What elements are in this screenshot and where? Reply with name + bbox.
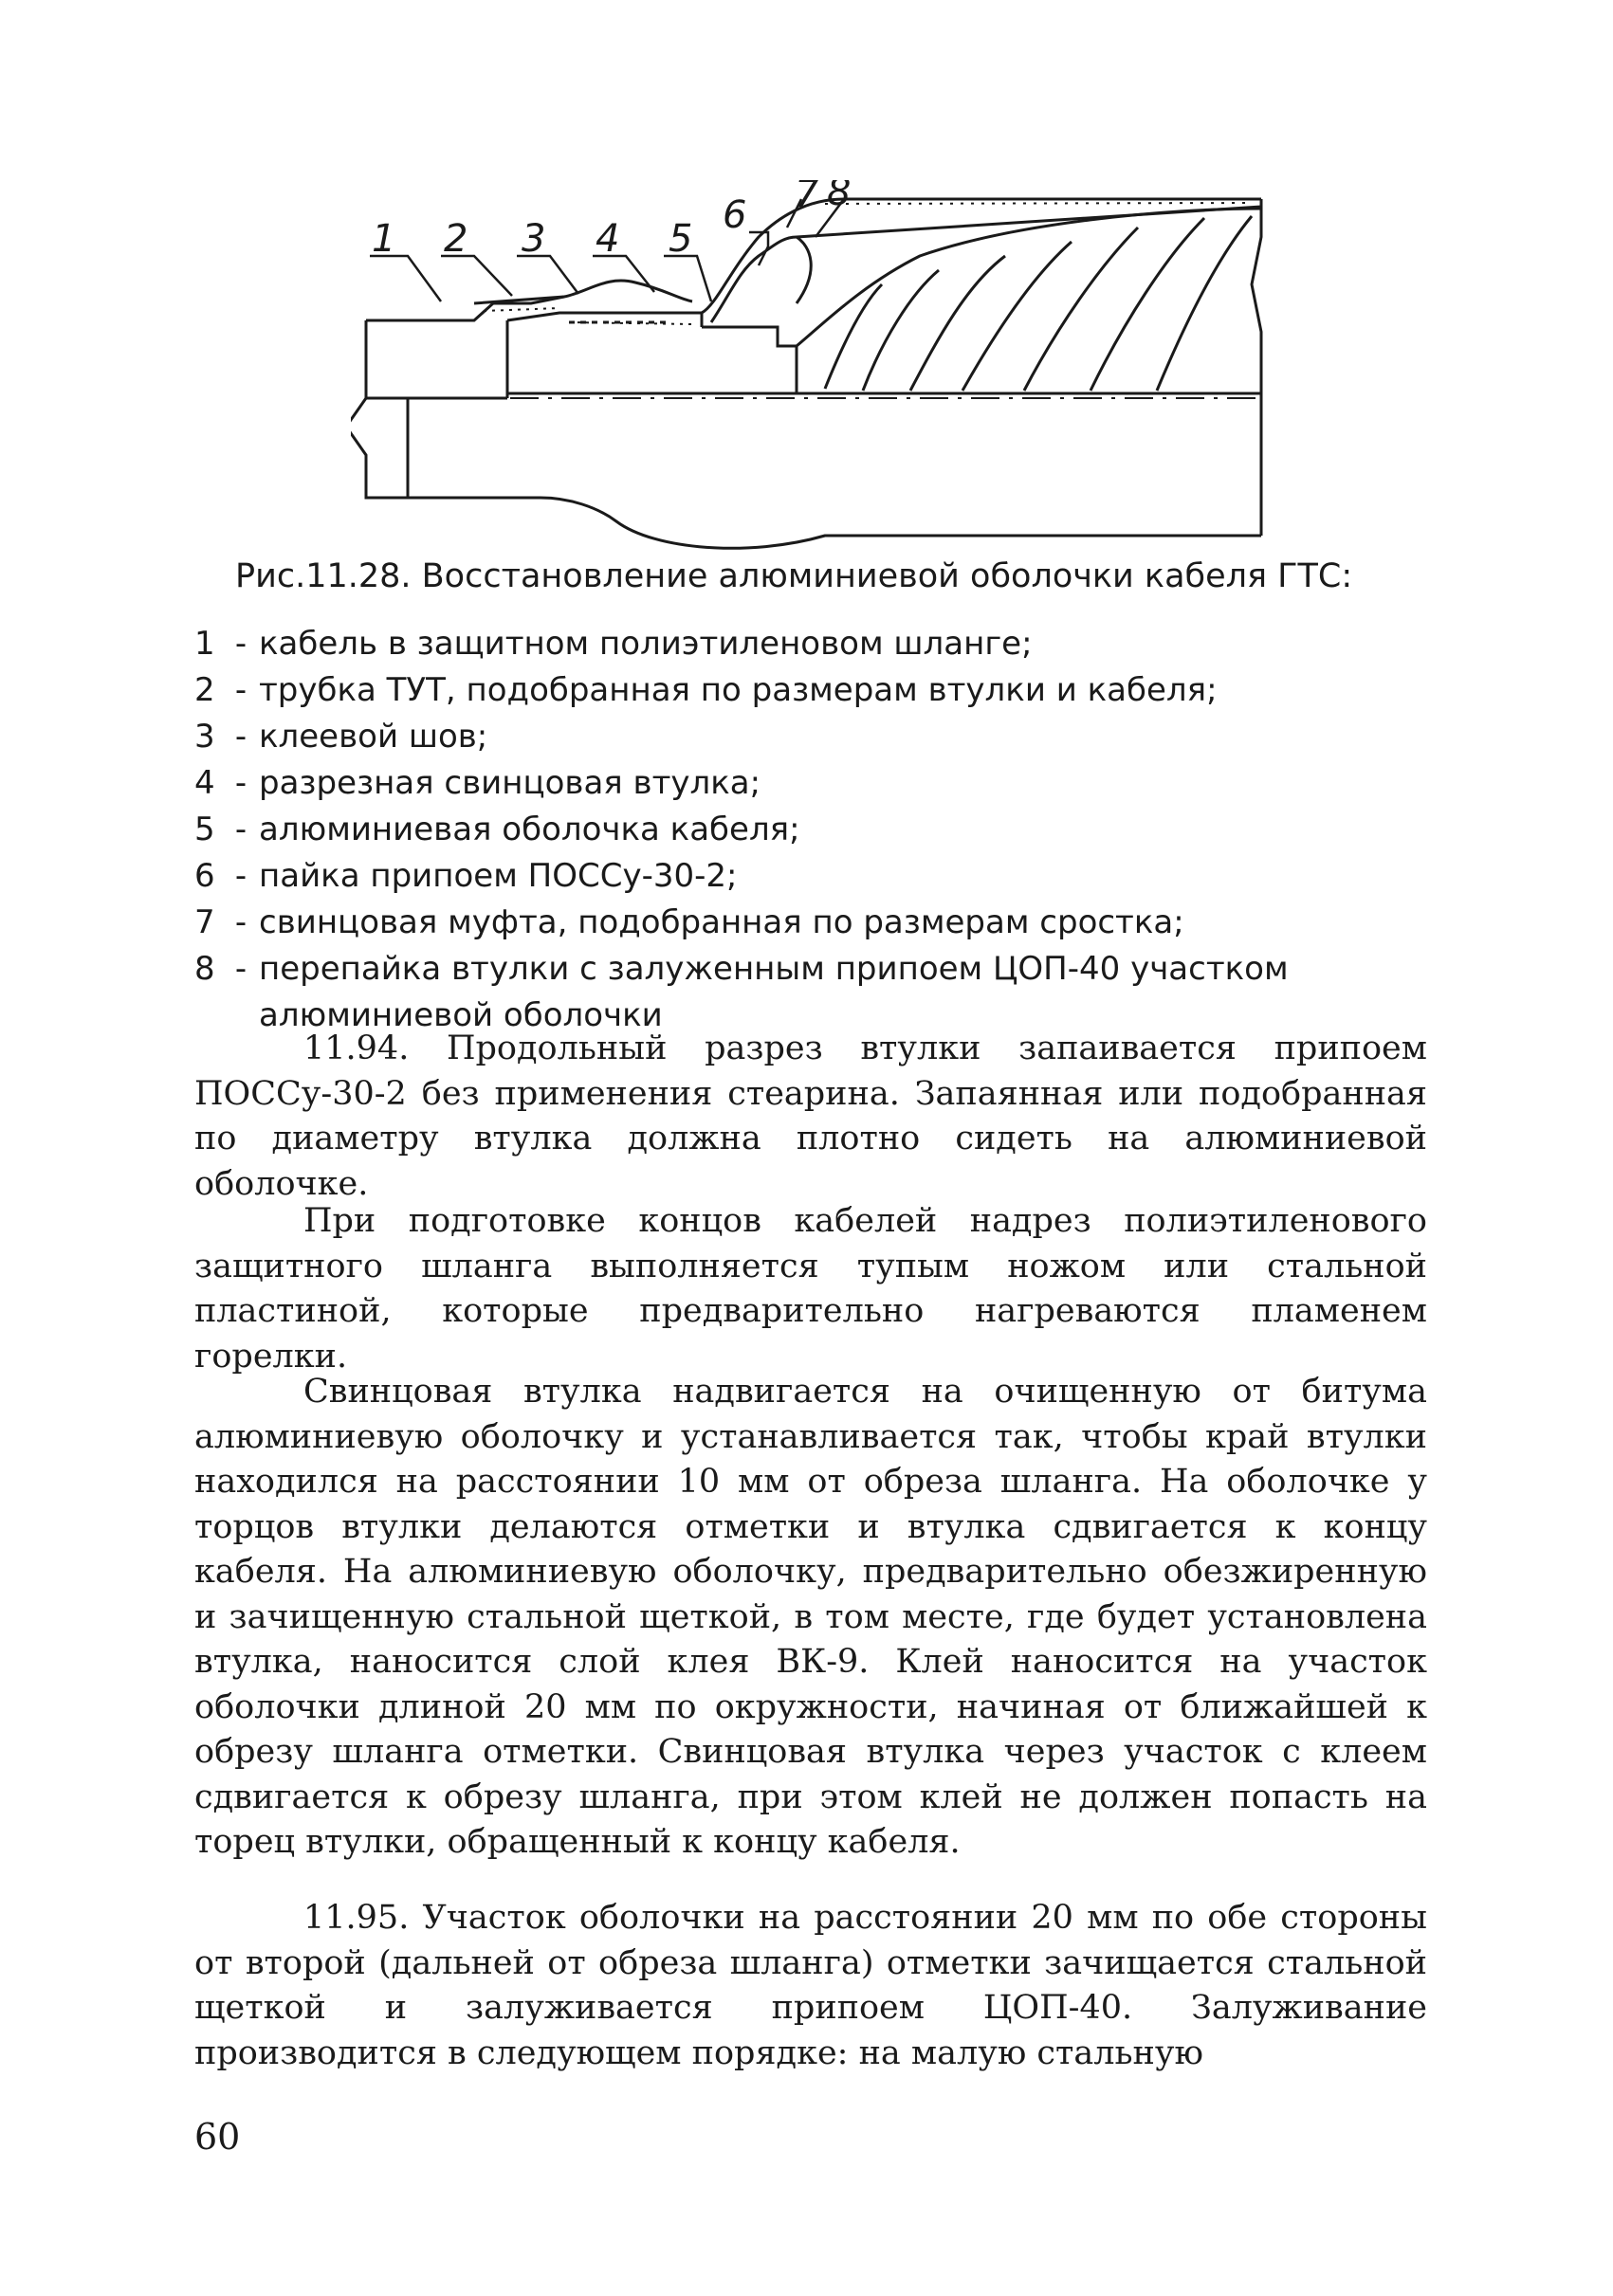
legend-dash: - xyxy=(234,903,247,941)
legend-number: 7 xyxy=(194,903,215,941)
figure-label-5: 5 xyxy=(669,217,693,261)
figure-legend xyxy=(194,621,1397,1039)
paragraph-hose-cut xyxy=(194,1199,1427,1379)
legend-dash: - xyxy=(234,625,247,663)
paragraph-text: 11.95. Участок оболочки на расстоянии 20 мм по обе стороны от второй (дальней от обреза шланга) отметки зачищается стальной щеткой и залуживается припоем ЦОП-40. Залуживание производится в следующем порядке: на малую стальную xyxy=(194,1899,1427,2072)
cable-cross-section-drawing xyxy=(351,180,1271,559)
paragraph-11-94 xyxy=(194,1027,1427,1207)
legend-text: перепайка втулки с залуженным припоем ЦОП-40 участком xyxy=(259,950,1289,988)
legend-item xyxy=(194,621,1397,667)
paragraph-text: Свинцовая втулка надвигается на очищенную от битума алюминиевую оболочку и устанавливается так, чтобы край втулки находился на расстоянии 10 мм от обреза шланга. На оболочке у торцов втулки делаются отметки и втулка сдвигается к концу кабеля. На алюминиевую оболочку, предварительно обезжиренную и зачищенную стальной щеткой, в том месте, где будет установлена втулка, наносится слой клея ВК-9. Клей наносится на участок оболочки длиной 20 мм по окружности, начиная от ближайшей к обрезу шланга отметки. Свинцовая втулка через участок с клеем сдвигается к обрезу шланга, при этом клей не должен попасть на торец втулки, обращенный к концу кабеля. xyxy=(194,1373,1427,1861)
legend-text: клеевой шов; xyxy=(259,718,488,756)
figure-caption: Рис.11.28. Восстановление алюминиевой оболочки кабеля ГТС: xyxy=(235,557,1353,595)
legend-item xyxy=(194,946,1397,1039)
legend-text: алюминиевая оболочка кабеля; xyxy=(259,811,800,848)
legend-item xyxy=(194,900,1397,946)
legend-number: 2 xyxy=(194,671,215,709)
legend-text-multiline xyxy=(259,946,1397,1039)
figure-label-2: 2 xyxy=(444,217,468,261)
figure-label-4: 4 xyxy=(596,217,620,261)
legend-number: 3 xyxy=(194,718,215,756)
legend-text-continuation: алюминиевой оболочки xyxy=(259,996,663,1034)
legend-text: кабель в защитном полиэтиленовом шланге; xyxy=(259,625,1033,663)
paragraph-text: 11.94. Продольный разрез втулки запаивается припоем ПОССу-30-2 без применения стеарина. Запаянная или подобранная по диаметру втулка должна плотно сидеть на алюминиевой оболочке. xyxy=(194,1030,1427,1203)
legend-item xyxy=(194,853,1397,900)
legend-dash: - xyxy=(234,764,247,802)
legend-number: 4 xyxy=(194,764,215,802)
figure-label-8: 8 xyxy=(827,180,852,214)
legend-item xyxy=(194,760,1397,807)
paragraph-11-95 xyxy=(194,1896,1427,2076)
page-number: 60 xyxy=(194,2116,241,2158)
legend-number: 6 xyxy=(194,857,215,895)
legend-text: трубка ТУТ, подобранная по размерам втулки и кабеля; xyxy=(259,671,1218,709)
legend-dash: - xyxy=(234,857,247,895)
legend-number: 5 xyxy=(194,811,215,848)
legend-item xyxy=(194,667,1397,714)
figure-label-6: 6 xyxy=(723,193,747,237)
legend-dash: - xyxy=(234,950,247,988)
figure-label-1: 1 xyxy=(372,217,396,261)
legend-dash: - xyxy=(234,811,247,848)
cable-sheath-figure xyxy=(351,180,1271,559)
figure-label-3: 3 xyxy=(522,217,546,261)
legend-number: 1 xyxy=(194,625,215,663)
legend-text: свинцовая муфта, подобранная по размерам сростка; xyxy=(259,903,1184,941)
legend-dash: - xyxy=(234,718,247,756)
legend-item xyxy=(194,714,1397,760)
paragraph-text: При подготовке концов кабелей надрез полиэтиленового защитного шланга выполняется тупым ножом или стальной пластиной, которые предварительно нагреваются пламенем горелки. xyxy=(194,1202,1427,1376)
legend-text: разрезная свинцовая втулка; xyxy=(259,764,761,802)
figure-label-7: 7 xyxy=(795,180,819,216)
legend-dash: - xyxy=(234,671,247,709)
legend-item xyxy=(194,807,1397,853)
legend-number: 8 xyxy=(194,950,215,988)
legend-text: пайка припоем ПОССу-30-2; xyxy=(259,857,738,895)
paragraph-lead-sleeve xyxy=(194,1370,1427,1866)
